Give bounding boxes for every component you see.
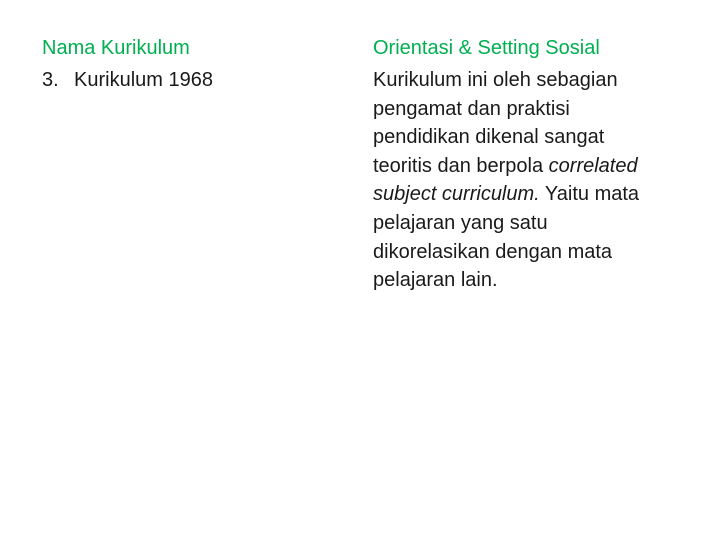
description-line-4-italic: correlated — [548, 154, 638, 177]
list-item-number: 3. — [42, 69, 59, 91]
orientation-heading: Orientasi & Setting Sosial — [373, 37, 600, 59]
description-line-6: pelajaran yang satu — [373, 211, 548, 234]
description-line-2: pengamat dan praktisi — [373, 97, 570, 120]
description-line-5-italic: subject curriculum. — [373, 183, 540, 206]
curriculum-list-item — [42, 66, 342, 94]
description-line-3: pendidikan dikenal sangat — [373, 126, 605, 149]
curriculum-name-column — [42, 34, 342, 94]
description-line-5 — [373, 180, 683, 209]
list-item-label: Kurikulum 1968 — [74, 69, 213, 91]
description-line-1: Kurikulum ini oleh sebagian — [373, 69, 618, 91]
description-line-8: pelajaran lain. — [373, 269, 498, 292]
description-line-5-text: Yaitu mata — [539, 183, 640, 206]
orientation-column — [373, 34, 683, 295]
description-line-7: dikorelasikan dengan mata — [373, 240, 613, 263]
orientation-description — [373, 66, 683, 295]
curriculum-name-heading: Nama Kurikulum — [42, 37, 190, 59]
description-line-4-text: teoritis dan berpola — [373, 154, 549, 177]
description-line-4 — [373, 152, 683, 181]
